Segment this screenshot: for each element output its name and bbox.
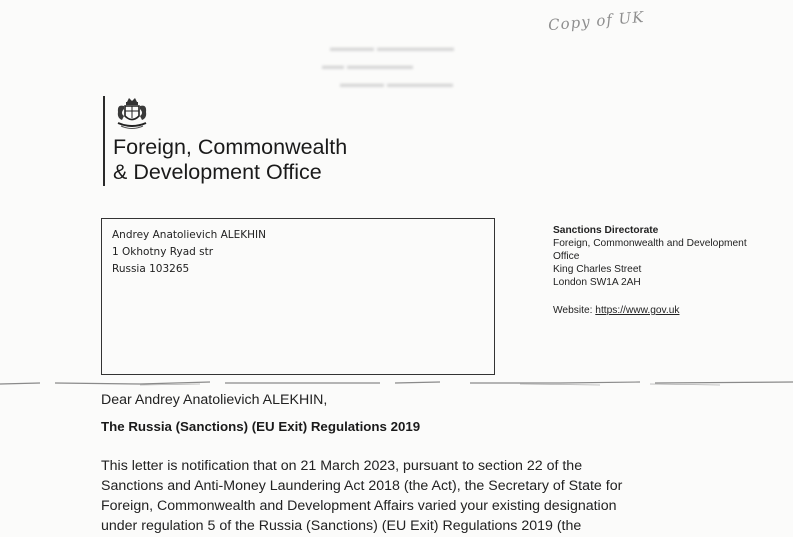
sender-address-line: King Charles Street <box>553 264 642 275</box>
salutation: Dear Andrey Anatolievich ALEKHIN, <box>101 392 328 408</box>
body-line: Sanctions and Anti-Money Laundering Act 2018 (the Act), the Secretary of State for <box>101 478 623 494</box>
sender-address-line: London SW1A 2AH <box>553 277 641 288</box>
website-label: Website: <box>553 305 593 316</box>
website-link[interactable]: https://www.gov.uk <box>595 305 680 316</box>
sender-website <box>553 305 679 316</box>
body-line: This letter is notification that on 21 March 2023, pursuant to section 22 of the <box>101 458 583 474</box>
letter-subject: The Russia (Sanctions) (EU Exit) Regulations 2019 <box>101 419 421 434</box>
bleed-through-mark: ▬▬▬▬ ▬▬▬▬▬▬▬ <box>330 42 455 54</box>
sender-address-line: Foreign, Commonwealth and Development <box>553 238 747 249</box>
department-name <box>113 135 347 185</box>
recipient-address <box>112 227 266 278</box>
recipient-street: 1 Okhotny Ryad str <box>112 246 214 258</box>
handwritten-note: Copy of UK <box>547 7 646 35</box>
sender-directorate: Sanctions Directorate <box>553 225 659 236</box>
bleed-through-mark: ▬▬▬▬ ▬▬▬▬▬▬ <box>340 78 454 90</box>
sender-address-line: Office <box>553 251 580 262</box>
sender-address <box>553 224 768 289</box>
logo-divider <box>103 96 105 186</box>
body-line: Foreign, Commonwealth and Development Affairs varied your existing designation <box>101 498 617 514</box>
bleed-through-mark: ▬▬ ▬▬▬▬▬▬ <box>322 60 414 72</box>
recipient-name: Andrey Anatolievich ALEKHIN <box>112 229 267 241</box>
letter-body <box>101 456 741 536</box>
royal-coat-of-arms-icon <box>112 96 152 132</box>
fold-line <box>0 379 793 387</box>
body-line: under regulation 5 of the Russia (Sanctions) (EU Exit) Regulations 2019 (the <box>101 518 582 534</box>
department-name-line2: & Development Office <box>113 160 322 184</box>
department-name-line1: Foreign, Commonwealth <box>113 135 348 159</box>
recipient-city: Russia 103265 <box>112 263 190 275</box>
